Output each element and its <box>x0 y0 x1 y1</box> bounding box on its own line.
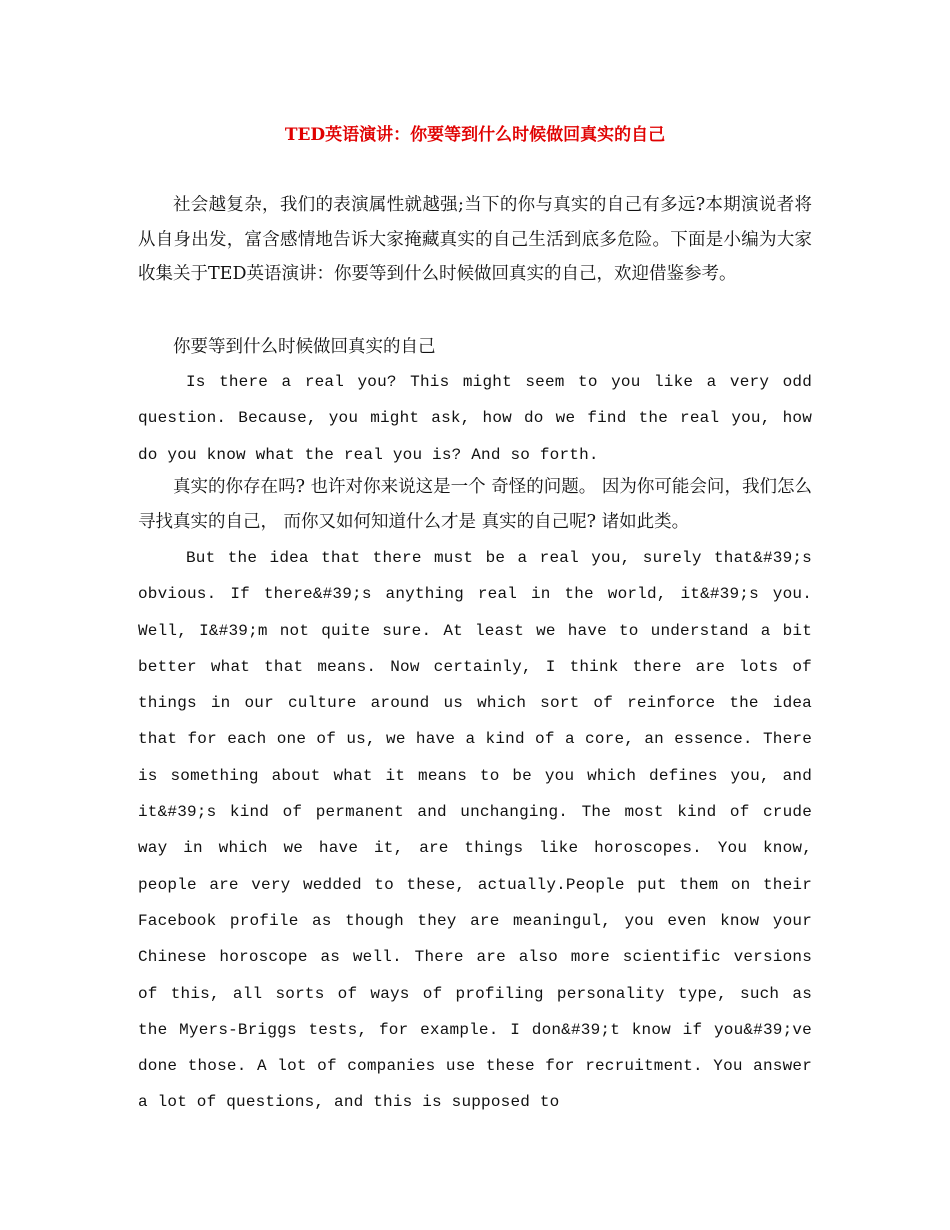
english-paragraph-2: But the idea that there must be a real you, surely that&#39;s obvious. If there&#39;s anything real in the world, it&#39;s you. Well, I&#39;m not quite sure. At least we have to understand a bit better what that means. Now certainly, I think there are lots of things in our culture around us which sort of reinforce the idea that for each one of us, we have a kind of a core, an essence. There is something about what it means to be you which defines you, and it&#39;s kind of permanent and unchanging. The most kind of crude way in which we have it, are things like horoscopes. You know, people are very wedded to these, actually.People put them on their Facebook profile as though they are meaningul, you even know your Chinese horoscope as well. There are also more scientific versions of this, all sorts of ways of profiling personality type, such as the Myers-Briggs tests, for example. I don&#39;t know if you&#39;ve done those. A lot of companies use these for recruitment. You answer a lot of questions, and this is supposed to <box>138 549 812 1112</box>
chinese-paragraph-1: 真实的你存在吗? 也许对你来说这是一个 奇怪的问题。 因为你可能会问，我们怎么寻找真实的自己， 而你又如何知道什么才是 真实的自己呢? 诸如此类。 <box>138 477 812 532</box>
subtitle-paragraph: 你要等到什么时候做回真实的自己 <box>173 337 436 357</box>
english-paragraph-1: Is there a real you? This might seem to you like a very odd question. Because, you might ask, how do we find the real you, how do you know what the real you is? And so forth. <box>138 373 812 464</box>
document-title: TED英语演讲：你要等到什么时候做回真实的自己 <box>284 125 666 145</box>
intro-paragraph: 社会越复杂，我们的表演属性就越强;当下的你与真实的自己有多远?本期演说者将从自身出发，富含感情地告诉大家掩藏真实的自己生活到底多危险。下面是小编为大家收集关于TED英语演讲：你要等到什么时候做回真实的自己，欢迎借鉴参考。 <box>138 195 812 284</box>
